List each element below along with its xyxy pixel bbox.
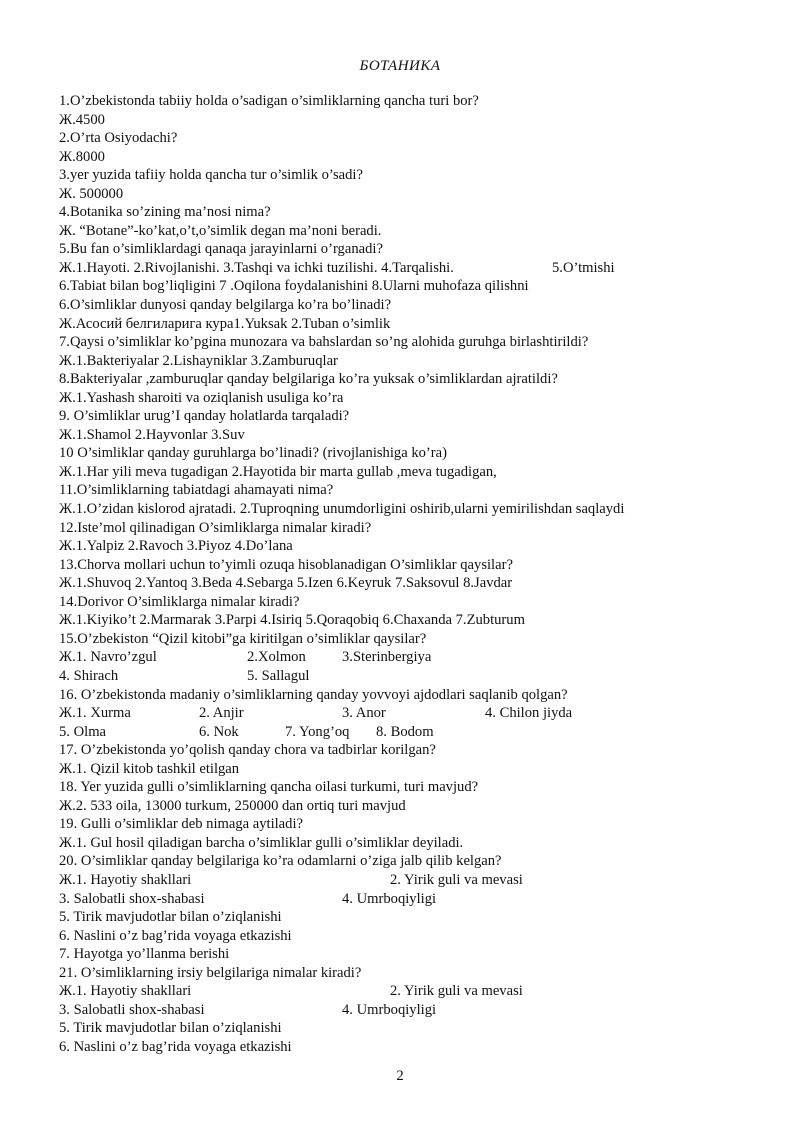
text-line — [59, 92, 789, 111]
text-column: 5.O’tmishi — [552, 259, 615, 276]
text-column: 2.Xolmon — [247, 649, 306, 666]
text-line-content: 9. O’simliklar urug’I qanday holatlarda tarqaladi? — [59, 408, 350, 425]
text-line-content: 1.O’zbekistonda tabiiy holda o’sadigan o’simliklarning qancha turi bor? — [59, 93, 479, 109]
text-line — [59, 574, 789, 593]
text-column: 4. Umrboqiyligi — [342, 1001, 437, 1018]
text-line-content: 21. O’simliklarning irsiy belgilariga nimalar kiradi? — [59, 964, 362, 981]
text-line — [59, 723, 789, 742]
text-line-content: Ж. “Botane”-ko’kat,o’t,o’simlik degan ma’noni beradi. — [59, 222, 382, 239]
text-line — [59, 444, 789, 463]
text-line-content: 6. Naslini o’z bag’rida voyaga etkazishi — [59, 927, 292, 944]
text-line-content: Ж.1.Yalpiz 2.Ravoch 3.Piyoz 4.Do’lana — [59, 538, 293, 555]
text-line — [59, 333, 789, 352]
text-line — [59, 352, 789, 371]
text-line — [59, 1001, 789, 1020]
text-line — [59, 908, 789, 927]
text-line — [59, 871, 789, 890]
text-line-content: 8.Bakteriyalar ,zamburuqlar qanday belgilariga ko’ra yuksak o’simliklardan ajratildi? — [59, 371, 558, 388]
text-line-content: 4.Botanika so’zining ma’nosi nima? — [59, 204, 271, 221]
text-line — [59, 259, 789, 278]
text-line-content: 7.Qaysi o’simliklar ko’pgina munozara va bahslardan so’ng alohida guruhga birlashtirildi? — [59, 334, 589, 351]
text-line-content: 6.Tabiat bilan bog’liqligini 7 .Oqilona foydalanishini 8.Ularni muhofaza qilishni — [59, 278, 529, 295]
text-line-content: 17. O’zbekistonda yo’qolish qanday chora va tadbirlar korilgan? — [59, 742, 436, 759]
text-line — [59, 315, 789, 334]
text-line — [59, 593, 789, 612]
text-column: 4. Chilon jiyda — [485, 705, 573, 722]
text-line-content: Ж.1.Har yili meva tugadigan 2.Hayotida bir marta gullab ,meva tugadigan, — [59, 463, 497, 480]
text-line — [59, 704, 789, 723]
text-column: 7. Yong’oq — [285, 723, 350, 740]
text-line-content: 5. Tirik mavjudotlar bilan o’ziqlanishi — [59, 1020, 282, 1037]
text-column: Ж.1. Navro’zgul — [59, 649, 157, 666]
text-line-content: 7. Hayotga yo’llanma berishi — [59, 946, 230, 963]
text-line — [59, 148, 789, 167]
text-line-content: Ж.1.Shuvoq 2.Yantoq 3.Beda 4.Sebarga 5.Izen 6.Keyruk 7.Saksovul 8.Javdar — [59, 575, 513, 592]
text-line — [59, 481, 789, 500]
text-line — [59, 407, 789, 426]
text-line — [59, 519, 789, 538]
text-line-content: Ж.8000 — [59, 148, 105, 165]
text-line — [59, 185, 789, 204]
text-line-content: Ж.1.Shamol 2.Hayvonlar 3.Suv — [59, 426, 245, 443]
text-line — [59, 686, 789, 705]
text-line — [59, 927, 789, 946]
text-line — [59, 370, 789, 389]
text-line-content: Ж.1.O’zidan kislorod ajratadi. 2.Tuproqning unumdorligini oshirib,ularni yemirilishdan saqlaydi — [59, 501, 625, 518]
text-line-content: 18. Yer yuzida gulli o’simliklarning qancha oilasi turkumi, turi mavjud? — [59, 779, 479, 796]
text-line-content: 5. Tirik mavjudotlar bilan o’ziqlanishi — [59, 909, 282, 926]
text-line — [59, 111, 789, 130]
text-column: 3. Salobatli shox-shabasi — [59, 1001, 205, 1018]
text-line — [59, 222, 789, 241]
text-line — [59, 1038, 789, 1057]
text-column: 2. Anjir — [199, 705, 244, 722]
text-line — [59, 667, 789, 686]
text-line — [59, 240, 789, 259]
text-line — [59, 945, 789, 964]
text-line-content: 2.O’rta Osiyodachi? — [59, 130, 178, 147]
text-line — [59, 277, 789, 296]
text-line — [59, 389, 789, 408]
text-column: 5. Sallagul — [247, 667, 310, 684]
text-line-content: 16. O’zbekistonda madaniy o’simliklarning qanday yovvoyi ajdodlari saqlanib qolgan? — [59, 686, 568, 703]
text-line-content: 12.Iste’mol qilinadigan O’simliklarga nimalar kiradi? — [59, 519, 372, 536]
text-column: 2. Yirik guli va mevasi — [390, 983, 523, 1000]
text-column: 2. Yirik guli va mevasi — [390, 871, 523, 888]
text-line — [59, 630, 789, 649]
text-line — [59, 426, 789, 445]
text-line-content: 19. Gulli o’simliklar deb nimaga aytiladi? — [59, 816, 303, 833]
text-line — [59, 797, 789, 816]
text-line-content: 6.O’simliklar dunyosi qanday belgilarga ko’ra bo’linadi? — [59, 297, 392, 314]
text-column: 4. Shirach — [59, 667, 119, 684]
text-line-content: Ж.1.Bakteriyalar 2.Lishayniklar 3.Zamburuqlar — [59, 352, 338, 369]
text-line-content: 11.O’simliklarning tabiatdagi ahamayati nima? — [59, 482, 334, 499]
text-line — [59, 815, 789, 834]
text-column: 5. Olma — [59, 723, 107, 740]
text-line-content: Ж.1.Kiyiko’t 2.Marmarak 3.Parpi 4.Isiriq 5.Qoraqobiq 6.Chaxanda 7.Zubturum — [59, 612, 525, 629]
text-column: 3. Anor — [342, 705, 386, 722]
text-line-content: 13.Chorva mollari uchun to’yimli ozuqa hisoblanadigan O’simliklar qaysilar? — [59, 556, 513, 573]
text-column: Ж.1. Hayotiy shakllari — [59, 983, 192, 1000]
text-line — [59, 964, 789, 983]
text-line-content: 20. O’simliklar qanday belgilariga ko’ra odamlarni o’ziga jalb qilib kelgan? — [59, 853, 502, 870]
text-line-content: 5.Bu fan o’simliklardagi qanaqa jarayinlarni o’rganadi? — [59, 241, 383, 258]
text-line-content: 15.O’zbekiston “Qizil kitobi”ga kiritilgan o’simliklar qaysilar? — [59, 630, 427, 647]
text-line — [59, 852, 789, 871]
text-column: 6. Nok — [199, 723, 239, 740]
text-line — [59, 834, 789, 853]
text-column: 3.Sterinbergiya — [342, 649, 432, 666]
text-column: Ж.1. Xurma — [59, 705, 131, 722]
page-number: 2 — [396, 1068, 404, 1084]
text-line-content: Ж.1. Gul hosil qiladigan barcha o’simliklar gulli o’simliklar deyiladi. — [59, 834, 464, 851]
text-line — [59, 463, 789, 482]
page-title: БОТАНИКА — [359, 58, 441, 74]
text-line — [59, 741, 789, 760]
text-line-content: 6. Naslini o’z bag’rida voyaga etkazishi — [59, 1038, 292, 1055]
text-column: 8. Bodom — [376, 723, 434, 740]
text-line — [59, 166, 789, 185]
text-line-content: Ж.2. 533 oila, 13000 turkum, 250000 dan ortiq turi mavjud — [59, 797, 406, 814]
text-line — [59, 760, 789, 779]
question-list — [59, 92, 789, 1056]
text-line — [59, 296, 789, 315]
text-column: Ж.1. Hayotiy shakllari — [59, 871, 192, 888]
text-line-content: 14.Dorivor O’simliklarga nimalar kiradi? — [59, 593, 300, 610]
text-column: 4. Umrboqiyligi — [342, 890, 437, 907]
text-line — [59, 500, 789, 519]
text-line-content: Ж.Асосий белгиларига кура1.Yuksak 2.Tuban o’simlik — [59, 315, 391, 332]
text-line — [59, 129, 789, 148]
text-line — [59, 203, 789, 222]
text-line — [59, 611, 789, 630]
text-column: 3. Salobatli shox-shabasi — [59, 890, 205, 907]
text-line-content: Ж.4500 — [59, 111, 105, 128]
text-line — [59, 1019, 789, 1038]
text-line — [59, 890, 789, 909]
text-line — [59, 778, 789, 797]
text-line-content: 10 O’simliklar qanday guruhlarga bo’linadi? (rivojlanishiga ko’ra) — [59, 445, 447, 462]
text-line-content: Ж.1. Qizil kitob tashkil etilgan — [59, 760, 240, 777]
text-line — [59, 982, 789, 1001]
text-line — [59, 556, 789, 575]
text-line-content: 3.yer yuzida tafiiy holda qancha tur o’simlik o’sadi? — [59, 167, 363, 184]
text-line-content: Ж. 500000 — [59, 185, 124, 202]
text-line — [59, 648, 789, 667]
text-column: Ж.1.Hayoti. 2.Rivojlanishi. 3.Tashqi va ichki tuzilishi. 4.Tarqalishi. — [59, 259, 454, 276]
text-line — [59, 537, 789, 556]
text-line-content: Ж.1.Yashash sharoiti va oziqlanish usuliga ko’ra — [59, 389, 344, 406]
